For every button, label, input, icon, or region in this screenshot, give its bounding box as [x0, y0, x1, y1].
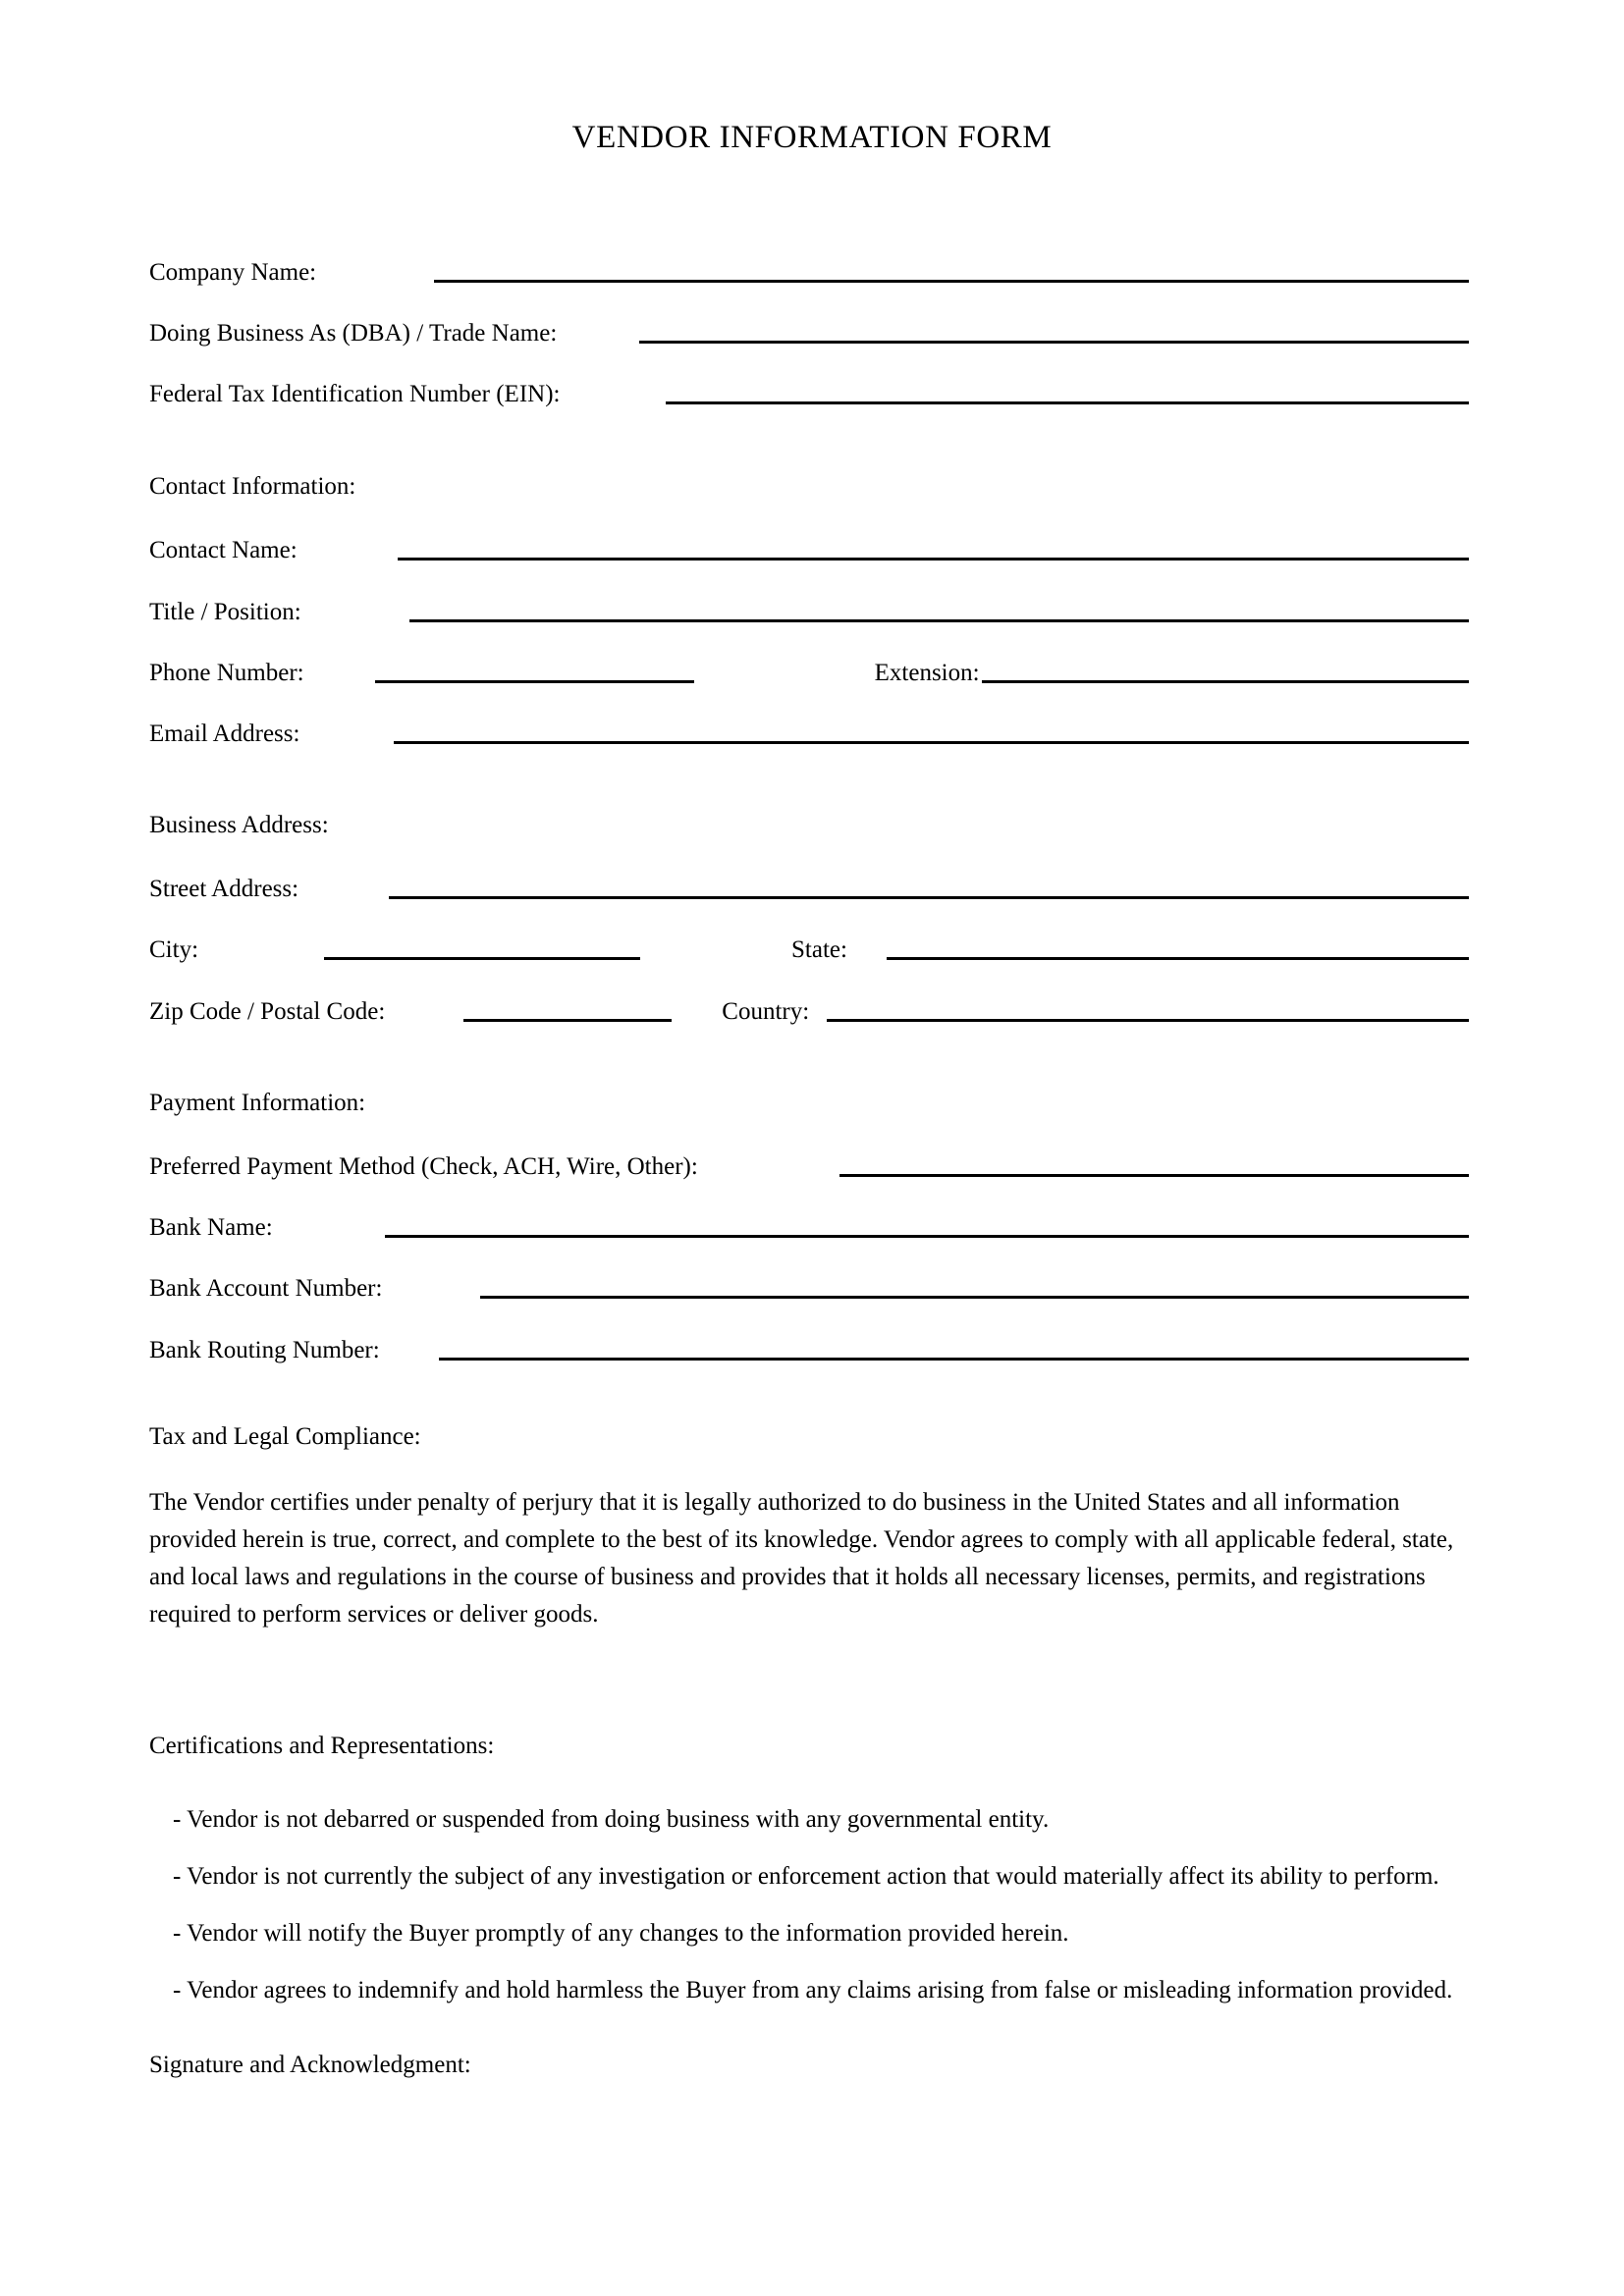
section-heading-signature-acknowledgment: Signature and Acknowledgment: — [149, 2052, 471, 2078]
field-input-title-position[interactable] — [409, 618, 1469, 622]
field-input-street-address[interactable] — [389, 895, 1469, 899]
field-input-preferred-payment-method[interactable] — [839, 1173, 1469, 1177]
certifications-list — [173, 1801, 1557, 2029]
field-input-country[interactable] — [827, 1018, 1469, 1022]
field-input-state[interactable] — [887, 956, 1469, 960]
field-label-street-address: Street Address: — [149, 876, 299, 902]
field-input-ein[interactable] — [666, 400, 1469, 404]
field-label-ein: Federal Tax Identification Number (EIN): — [149, 381, 561, 407]
field-row-city-state — [149, 934, 1469, 964]
field-row-bank-routing-number — [149, 1335, 1469, 1364]
field-row-title-position — [149, 597, 1469, 626]
section-heading-certifications: Certifications and Representations: — [149, 1733, 495, 1759]
section-heading-contact-information: Contact Information: — [149, 473, 356, 500]
field-label-phone-number: Phone Number: — [149, 660, 304, 686]
field-row-bank-name — [149, 1212, 1469, 1242]
field-input-dba[interactable] — [639, 340, 1469, 344]
field-label-email-address: Email Address: — [149, 721, 300, 747]
section-heading-business-address: Business Address: — [149, 812, 329, 838]
field-label-state: State: — [791, 936, 847, 963]
list-item: - Vendor will notify the Buyer promptly of any changes to the information provided herein. — [173, 1920, 1069, 1947]
field-label-preferred-payment-method: Preferred Payment Method (Check, ACH, Wire, Other): — [149, 1153, 698, 1180]
section-heading-payment-information: Payment Information: — [149, 1090, 366, 1116]
section-heading-tax-legal-compliance: Tax and Legal Compliance: — [149, 1423, 421, 1450]
field-label-bank-name: Bank Name: — [149, 1214, 273, 1241]
field-row-preferred-payment-method — [149, 1151, 1469, 1181]
field-row-street-address — [149, 874, 1469, 903]
field-label-company-name: Company Name: — [149, 259, 317, 286]
field-label-bank-routing-number: Bank Routing Number: — [149, 1337, 380, 1363]
field-input-bank-routing-number[interactable] — [439, 1357, 1469, 1361]
field-row-bank-account-number — [149, 1273, 1469, 1303]
list-item: - Vendor is not debarred or suspended from doing business with any governmental entity. — [173, 1806, 1050, 1833]
field-label-bank-account-number: Bank Account Number: — [149, 1275, 383, 1302]
field-input-city[interactable] — [324, 956, 640, 960]
field-label-country: Country: — [722, 998, 810, 1025]
field-row-email-address — [149, 719, 1469, 748]
field-label-contact-name: Contact Name: — [149, 537, 298, 563]
field-label-title-position: Title / Position: — [149, 599, 301, 625]
field-label-zip-code: Zip Code / Postal Code: — [149, 998, 386, 1025]
field-row-ein — [149, 379, 1469, 408]
field-row-phone-extension — [149, 658, 1469, 687]
tax-compliance-paragraph: The Vendor certifies under penalty of perjury that it is legally authorized to do business in the United States and all information provided herein is true, correct, and complete to the best of its knowledge. Vendor agrees to comply with all applicable federal, state, and local laws and regulations in the course of business and provides that it holds all necessary licenses, permits, and registrations required to perform services or deliver goods. — [149, 1489, 1454, 1628]
field-label-dba: Doing Business As (DBA) / Trade Name: — [149, 320, 558, 347]
list-item: - Vendor is not currently the subject of any investigation or enforcement action that would materially affect its ability to perform. — [173, 1863, 1439, 1890]
field-input-email-address[interactable] — [394, 740, 1469, 744]
field-row-company-name — [149, 257, 1469, 287]
list-item: - Vendor agrees to indemnify and hold harmless the Buyer from any claims arising from false or misleading information provided. — [173, 1977, 1453, 2003]
field-input-extension[interactable] — [982, 679, 1469, 683]
field-input-contact-name[interactable] — [398, 557, 1469, 561]
field-input-company-name[interactable] — [434, 279, 1469, 283]
field-label-extension: Extension: — [874, 660, 980, 686]
field-input-bank-name[interactable] — [385, 1234, 1469, 1238]
field-label-city: City: — [149, 936, 199, 963]
field-input-bank-account-number[interactable] — [480, 1295, 1469, 1299]
field-input-phone-number[interactable] — [375, 679, 694, 683]
field-row-dba — [149, 318, 1469, 347]
page-title: VENDOR INFORMATION FORM — [571, 120, 1053, 155]
field-row-contact-name — [149, 535, 1469, 564]
field-row-zip-country — [149, 996, 1469, 1026]
field-input-zip-code[interactable] — [463, 1018, 672, 1022]
